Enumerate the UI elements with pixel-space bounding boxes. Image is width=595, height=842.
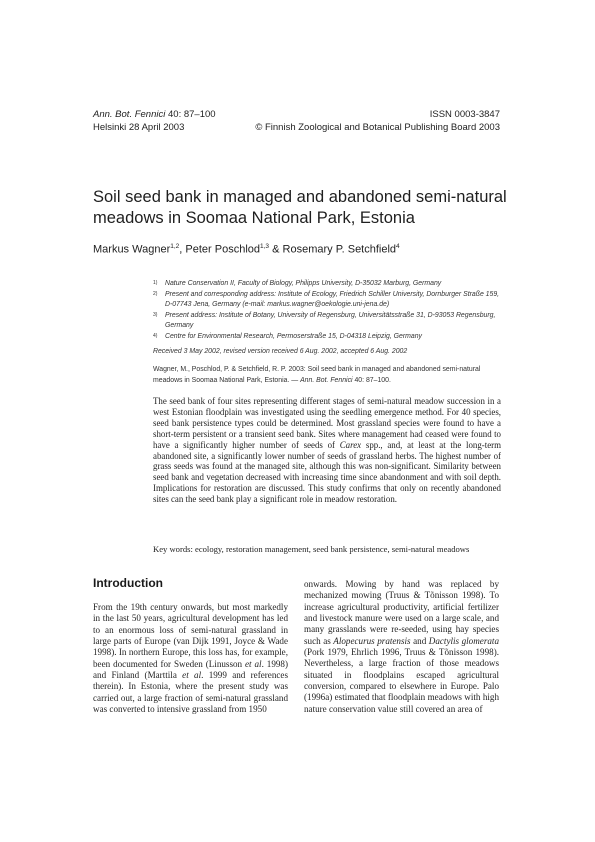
- author-list: [93, 243, 400, 256]
- text-run: (Pork 1979, Ehrlich 1996, Truus & Tõnisson 1998). Nevertheless, a large fraction of those meadows situated in floodplains escaped agricultural conversion, compared to elsewhere in Europe. Palo (1996a) estimated that floodplain meadows with high nature conservation value still covered an area of: [304, 647, 499, 714]
- journal-name: Ann. Bot. Fennici: [93, 109, 166, 120]
- affiliation: [153, 279, 508, 290]
- abstract: [153, 396, 501, 505]
- title-line-2: meadows in Soomaa National Park, Estonia: [93, 209, 415, 227]
- author-separator: &: [269, 243, 283, 256]
- author-name: Rosemary P. Setchfield: [282, 243, 397, 256]
- abstract-text: spp., and, at least at the long-term abandoned site, a significantly lower number of seeds of grassland herbs. The highest number of grass seeds was found at the managed site, although this was non-significant. Similarity between seed bank and vegetation decreased with increasing time since abandonment and with soil depth. Implications for restoration are discussed. This study confirms that only on recently abandoned sites can the seed bank play a significant role in meadow restoration.: [153, 439, 501, 505]
- body-column-right: [304, 579, 499, 715]
- copyright-notice: © Finnish Zoological and Botanical Publishing Board 2003: [255, 122, 500, 133]
- author-name: Peter Poschlod: [185, 243, 261, 256]
- received-dates: Received 3 May 2002, revised version received 6 Aug. 2002, accepted 6 Aug. 2002: [153, 348, 408, 355]
- volume-pages: 40: 87–100: [165, 109, 216, 120]
- text-run: and: [410, 635, 429, 646]
- title-line-1: Soil seed bank in managed and abandoned semi-natural: [93, 188, 507, 206]
- italic-run: Alopecurus pratensis: [333, 635, 411, 646]
- suggested-citation: [153, 365, 508, 386]
- citation-journal: Ann. Bot. Fennici: [300, 376, 353, 384]
- abstract-genus: Carex: [339, 439, 362, 450]
- text-run: . 1998) and Finland (Marttila: [93, 658, 288, 681]
- body-column-left: [93, 602, 288, 715]
- affiliation: [153, 311, 508, 332]
- italic-run: et al: [245, 658, 262, 669]
- section-heading: Introduction: [93, 576, 163, 590]
- affiliation: [153, 332, 508, 343]
- author-affiliation-marker: 4: [396, 243, 400, 250]
- keywords: Key words: ecology, restoration management, seed bank persistence, semi-natural meadows: [153, 544, 470, 554]
- affiliation-number: 1): [153, 280, 158, 286]
- author-affiliation-marker: 1,3: [260, 243, 270, 250]
- publication-date: Helsinki 28 April 2003: [93, 122, 185, 133]
- citation-volume: 40: 87–100.: [352, 376, 391, 384]
- affiliation-number: 2): [153, 290, 158, 297]
- author-separator: ,: [179, 243, 186, 256]
- author-name: Markus Wagner: [93, 243, 171, 256]
- article-title: [93, 187, 513, 229]
- citation-text: Wagner, M., Poschlod, P. & Setchfield, R. P. 2003: Soil seed bank in managed and abandoned semi-natural meadows in Soomaa National Park, Estonia. —: [153, 366, 481, 384]
- running-header-citation: [93, 108, 216, 121]
- affiliation-text: Present address: Institute of Botany, University of Regensburg, Universitätsstraße 31, D-93053 Regensburg, Germany: [165, 311, 496, 330]
- affiliation: [153, 290, 508, 311]
- affiliation-number: 3): [153, 311, 158, 318]
- affiliations: [153, 279, 508, 343]
- affiliation-text: Present and corresponding address: Institute of Ecology, Friedrich Schiller University, Dornburger Straße 159, D-07743 Jena, Germany (e-mail: markus.wagner@oekologie.uni-jena.de): [165, 290, 500, 309]
- affiliation-text: Centre for Environmental Research, Permoserstraße 15, D-04318 Leipzig, Germany: [165, 332, 422, 340]
- text-run: From the 19th century onwards, but most markedly in the last 50 years, agricultural development has led to an enormous loss of semi-natural grassland in large parts of Europe (van Dijk 1991, Joyce & Wade 1998). In northern Europe, this loss has, for example, been documented for Sweden (Linusson: [93, 602, 288, 669]
- italic-run: et al: [182, 670, 202, 681]
- affiliation-text: Nature Conservation II, Faculty of Biology, Philipps University, D-35032 Marburg, Germany: [165, 280, 442, 287]
- text-run: . 1999 and references therein). In Estonia, where the present study was carried out, a large fraction of semi-natural grassland was converted to intensive grassland from 1950: [93, 670, 288, 715]
- affiliation-number: 4): [153, 332, 158, 339]
- text-run: onwards. Mowing by hand was replaced by mechanized mowing (Truus & Tõnisson 1998). To increase agricultural productivity, artificial fertilizer and livestock manure were used on a large scale, and many grasslands were re-seeded, using hay species such as: [304, 579, 499, 646]
- issn: ISSN 0003-3847: [429, 109, 500, 120]
- abstract-text: The seed bank of four sites representing different stages of semi-natural meadow succession in a west Estonian floodplain was investigated using the seedling emergence method. For 40 species, seed bank persistence types could be determined. Most grassland species were found to have a short-term persistent or a transient seed bank. Sites where management had ceased were found to have a significantly higher number of seeds of: [153, 396, 501, 450]
- italic-run: Dactylis glomerata: [428, 635, 499, 646]
- author-affiliation-marker: 1,2: [170, 243, 180, 250]
